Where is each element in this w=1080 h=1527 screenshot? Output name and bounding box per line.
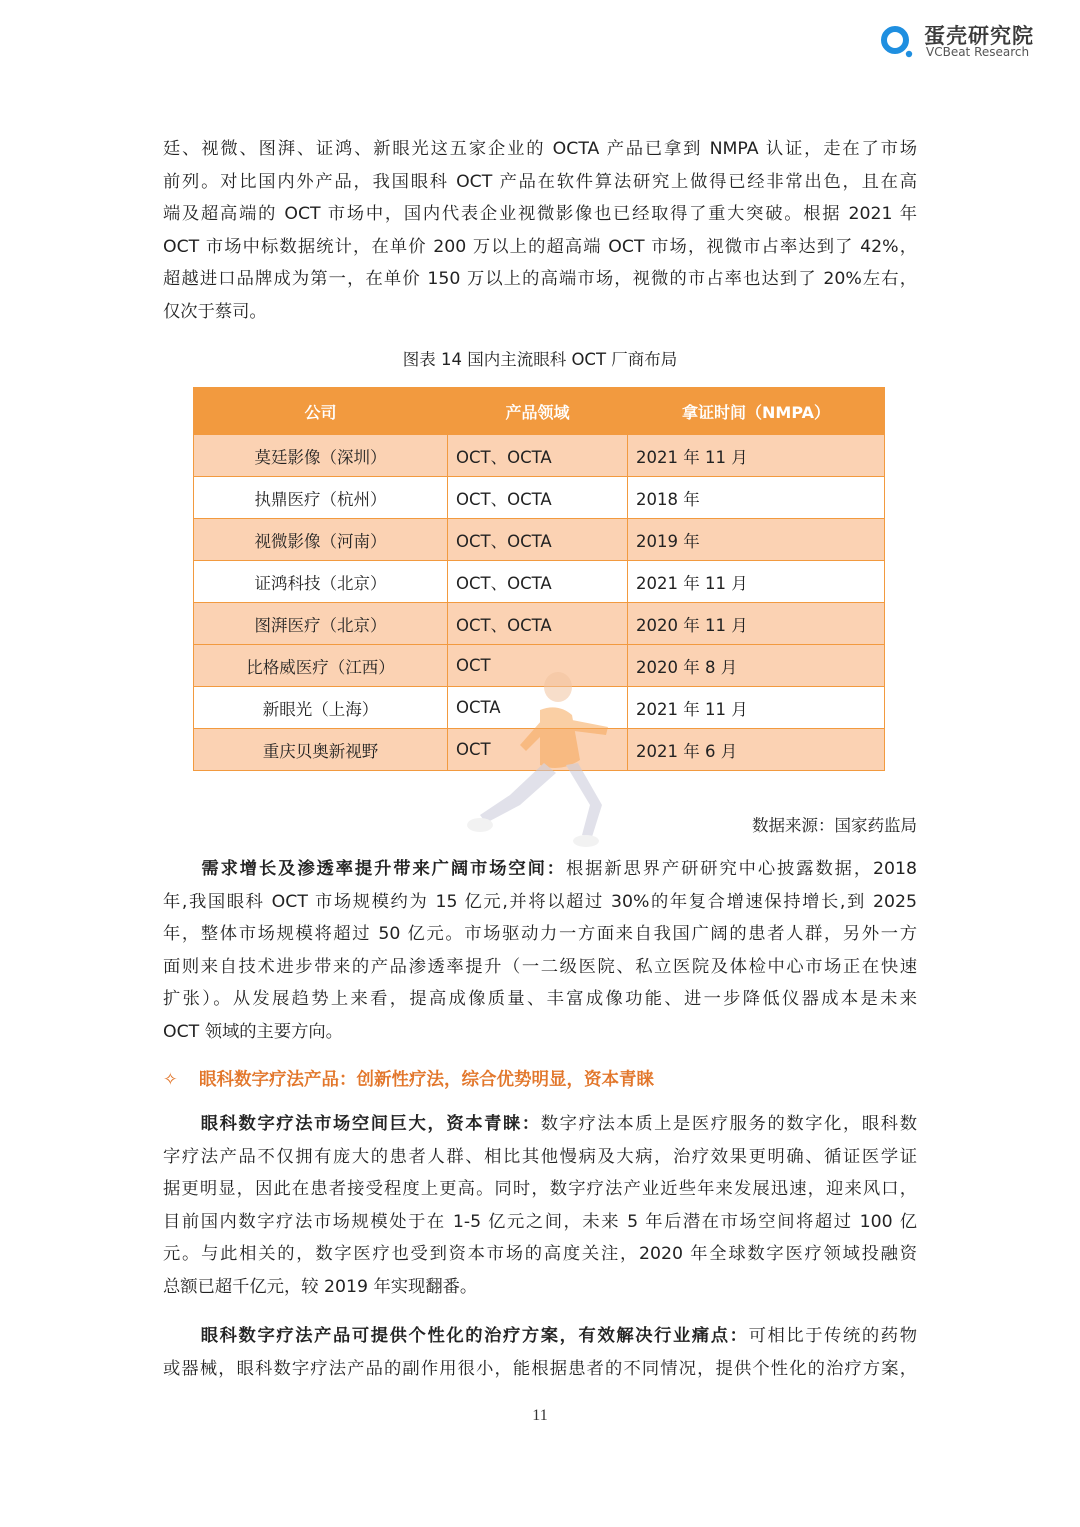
text-line bbox=[163, 1320, 917, 1353]
logo-chinese-name: 蛋壳研究院 bbox=[924, 24, 1034, 48]
text-line bbox=[163, 853, 917, 886]
text-line: 元。与此相关的，数字医疗也受到资本市场的高度关注，2020 年全球数字医疗领域投融资 bbox=[163, 1244, 917, 1265]
cell-product: OCT bbox=[448, 729, 628, 771]
cell-product: OCT、OCTA bbox=[448, 561, 628, 603]
cell-company: 新眼光（上海） bbox=[194, 687, 448, 729]
lead-rest: 可相比于传统的药物 bbox=[748, 1326, 917, 1346]
cell-date: 2021 年 11 月 bbox=[628, 687, 885, 729]
vcbeat-logo-icon bbox=[880, 24, 914, 58]
cell-company: 比格威医疗（江西） bbox=[194, 645, 448, 687]
table-row bbox=[194, 477, 885, 519]
text-line: 总额已超千亿元，较 2019 年实现翻番。 bbox=[163, 1276, 478, 1297]
cell-company: 视微影像（河南） bbox=[194, 519, 448, 561]
demand-paragraph bbox=[163, 853, 917, 1049]
header-product: 产品领域 bbox=[448, 388, 628, 435]
table-row bbox=[194, 603, 885, 645]
text-line bbox=[163, 1108, 917, 1141]
cell-company: 莫廷影像（深圳） bbox=[194, 435, 448, 477]
section-heading bbox=[163, 1066, 654, 1091]
table-row bbox=[194, 519, 885, 561]
cell-date: 2021 年 6 月 bbox=[628, 729, 885, 771]
diamond-bullet-icon: ✧ bbox=[163, 1070, 178, 1090]
vcbeat-logo bbox=[880, 20, 1060, 64]
cell-company: 重庆贝奥新视野 bbox=[194, 729, 448, 771]
text-line: 面则来自技术进步带来的产品渗透率提升（一二级医院、私立医院及体检中心市场正在快速 bbox=[163, 956, 917, 977]
logo-english-name: VCBeat Research bbox=[926, 45, 1030, 59]
cell-product: OCTA bbox=[448, 687, 628, 729]
cell-company: 图湃医疗（北京） bbox=[194, 603, 448, 645]
personalized-paragraph bbox=[163, 1320, 917, 1385]
header-date: 拿证时间（NMPA） bbox=[628, 388, 885, 435]
cell-company: 证鸿科技（北京） bbox=[194, 561, 448, 603]
cell-product: OCT、OCTA bbox=[448, 435, 628, 477]
cell-date: 2018 年 bbox=[628, 477, 885, 519]
running-figure-watermark bbox=[440, 665, 620, 850]
text-line: 目前国内数字疗法市场规模处于在 1-5 亿元之间，未来 5 年后潜在市场空间将超过 100 亿 bbox=[163, 1211, 917, 1232]
bold-lead: 需求增长及渗透率提升带来广阔市场空间： bbox=[201, 859, 566, 879]
text-line: 据更明显，因此在患者接受程度上更高。同时，数字疗法产业近些年来发展迅速，迎来风口， bbox=[163, 1179, 917, 1200]
cell-date: 2021 年 11 月 bbox=[628, 435, 885, 477]
header-company: 公司 bbox=[194, 388, 448, 435]
text-line: OCT 领域的主要方向。 bbox=[163, 1021, 343, 1042]
table-row bbox=[194, 561, 885, 603]
text-line: 端及超高端的 OCT 市场中，国内代表企业视微影像也已经取得了重大突破。根据 2021 年 bbox=[163, 204, 917, 225]
cell-product: OCT、OCTA bbox=[448, 603, 628, 645]
lead-rest: 数字疗法本质上是医疗服务的数字化，眼科数 bbox=[540, 1114, 917, 1134]
text-line: 年，整体市场规模将超过 50 亿元。市场驱动力一方面来自我国广阔的患者人群，另外一方 bbox=[163, 924, 917, 945]
table-caption: 图表 14 国内主流眼科 OCT 厂商布局 bbox=[402, 350, 678, 369]
cell-product: OCT、OCTA bbox=[448, 519, 628, 561]
text-line: OCT 市场中标数据统计，在单价 200 万以上的超高端 OCT 市场，视微市占率达到了 42%， bbox=[163, 236, 917, 257]
page-number: 11 bbox=[532, 1407, 548, 1424]
table-row bbox=[194, 435, 885, 477]
cell-product: OCT bbox=[448, 645, 628, 687]
cell-date: 2020 年 8 月 bbox=[628, 645, 885, 687]
bold-lead: 眼科数字疗法产品可提供个性化的治疗方案，有效解决行业痛点： bbox=[200, 1326, 749, 1346]
text-line: 或器械，眼科数字疗法产品的副作用很小，能根据患者的不同情况，提供个性化的治疗方案， bbox=[163, 1358, 917, 1379]
text-line: 扩张）。从发展趋势上来看，提高成像质量、丰富成像功能、进一步降低仪器成本是未来 bbox=[163, 989, 917, 1010]
text-line: 字疗法产品不仅拥有庞大的患者人群、相比其他慢病及大病，治疗效果更明确、循证医学证 bbox=[163, 1146, 917, 1167]
cell-date: 2021 年 11 月 bbox=[628, 561, 885, 603]
dtx-paragraph bbox=[163, 1108, 917, 1304]
text-line: 超越进口品牌成为第一，在单价 150 万以上的高端市场，视微的市占率也达到了 20%左右， bbox=[163, 269, 917, 290]
cell-company: 执鼎医疗（杭州） bbox=[194, 477, 448, 519]
intro-paragraph bbox=[163, 133, 917, 329]
section-heading-text: 眼科数字疗法产品：创新性疗法，综合优势明显，资本青睐 bbox=[199, 1070, 654, 1090]
cell-date: 2020 年 11 月 bbox=[628, 603, 885, 645]
cell-product: OCT、OCTA bbox=[448, 477, 628, 519]
text-line: 前列。对比国内外产品，我国眼科 OCT 产品在软件算法研究上做得已经非常出色，且在高 bbox=[163, 171, 917, 192]
bold-lead: 眼科数字疗法市场空间巨大，资本青睐： bbox=[200, 1114, 541, 1134]
lead-rest: 根据新思界产研研究中心披露数据，2018 bbox=[565, 859, 917, 879]
text-line: 仅次于蔡司。 bbox=[163, 301, 267, 322]
table-header-row bbox=[194, 388, 885, 435]
text-line: 廷、视微、图湃、证鸿、新眼光这五家企业的 OCTA 产品已拿到 NMPA 认证，走在了市场 bbox=[163, 139, 917, 159]
text-line: 年,我国眼科 OCT 市场规模约为 15 亿元,并将以超过 30%的年复合增速保持增长,到 2025 bbox=[163, 891, 917, 912]
cell-date: 2019 年 bbox=[628, 519, 885, 561]
data-source: 数据来源：国家药监局 bbox=[752, 816, 917, 835]
